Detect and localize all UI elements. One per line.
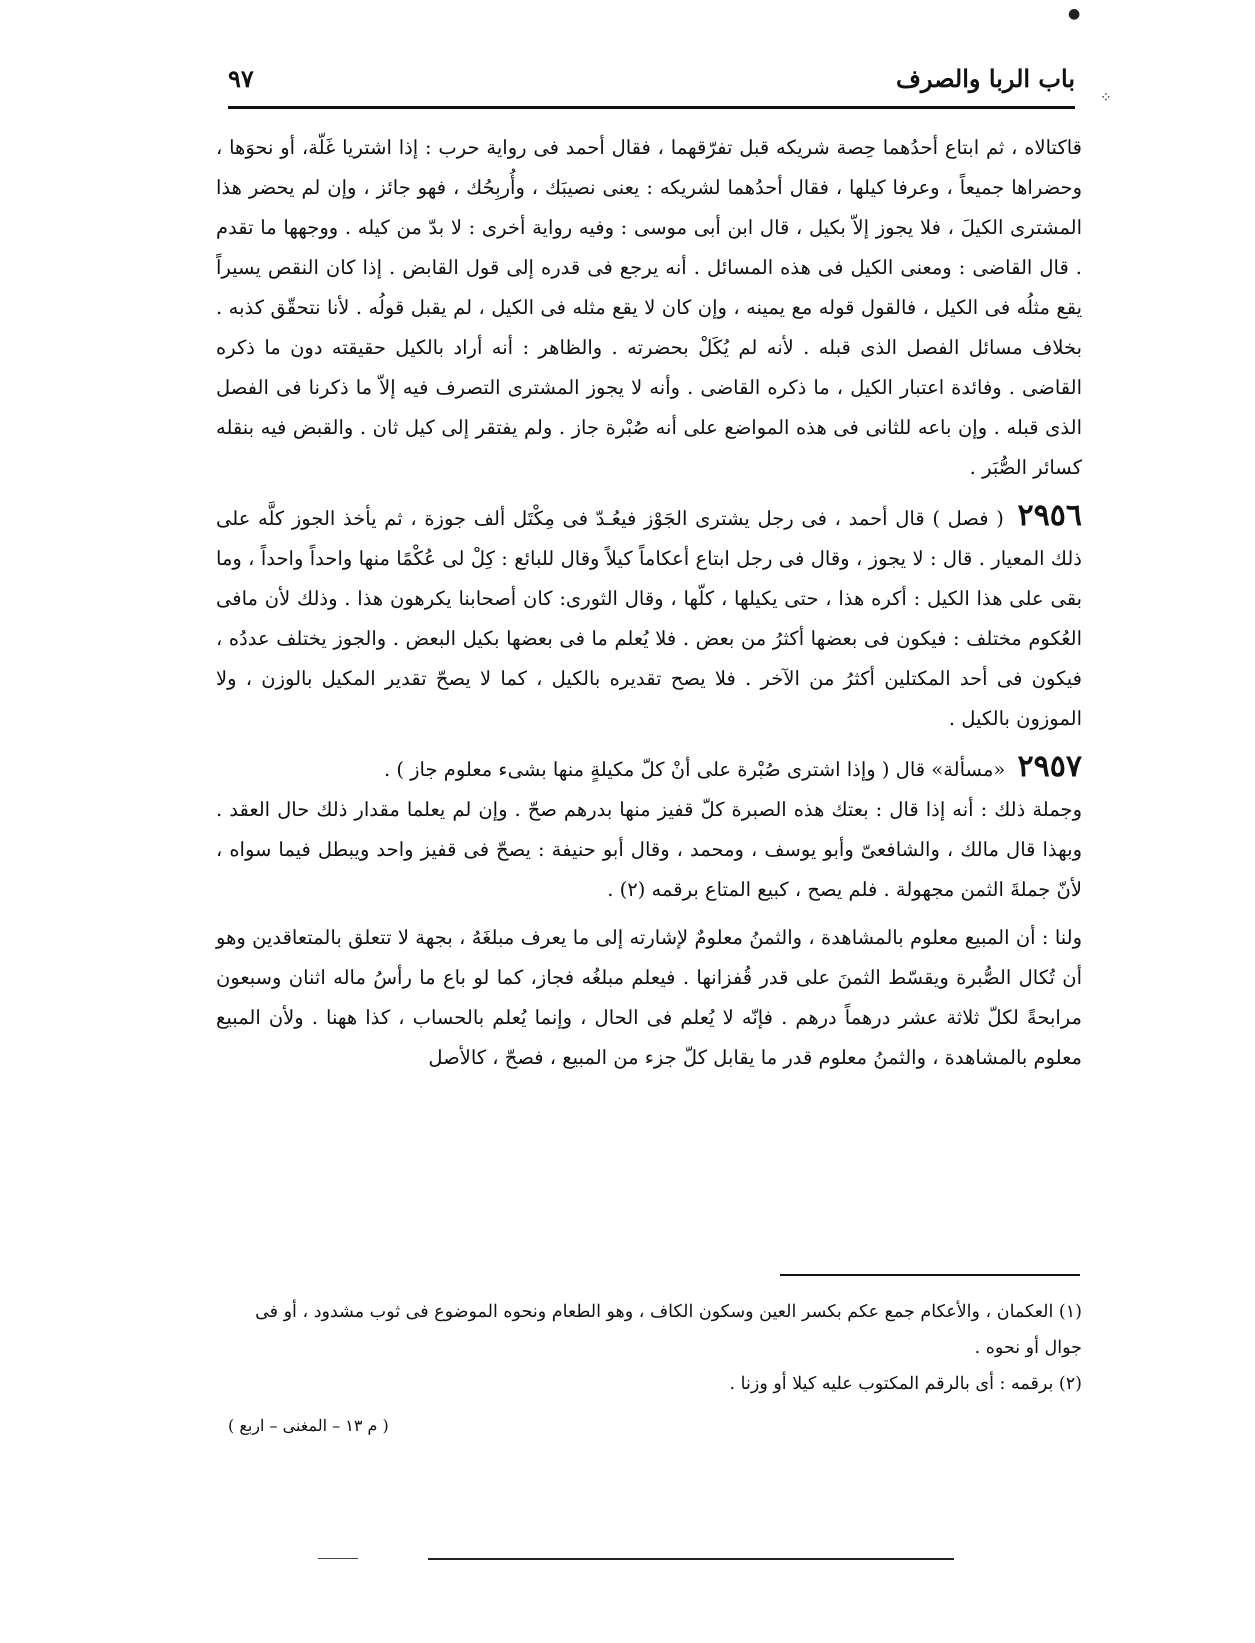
scan-speck: ●	[1068, 6, 1081, 22]
footnote-rule	[780, 1274, 1080, 1276]
section-prefix: ( فصل )	[932, 507, 1004, 530]
page-number: ٩٧	[228, 63, 254, 93]
printer-signature: ( م ١٣ – المغنى – اربع )	[228, 1416, 389, 1435]
section-number: ٢٩٥٧	[1017, 749, 1082, 784]
scan-speck: ⁘	[1100, 90, 1112, 106]
paragraph-1: قاكتالاه ، ثم ابتاع أحدُهما حِصة شريكه قبل تفرّقهما ، فقال أحمد فى رواية حرب : إذا اشتريا غَلّة، أو نحوَها ، وحضراها جميعاً ، وعرفا كيلها ، فقال أحدُهما لشريكه : يعنى نصيبَك ، وأُربِحُك ، فهو جائز ، وإن لم يحضر هذا المشترى الكيلَ ، فلا يجوز إلاّ بكيل ، قال ابن أبى موسى : وفيه رواية أخرى : لا بدّ من كيله . ووجهها ما تقدم . قال القاضى : ومعنى الكيل فى هذه المسائل . أنه يرجع فى قدره إلى قول القابض . إذا كان النقص يسيراً يقع مثلُه فى الكيل ، فالقول قوله مع يمينه ، وإن كان لا يقع مثله فى الكيل ، لم يقبل قولُه . لأنا نتحقّق كذبه . بخلاف مسائل الفصل الذى قبله . لأنه لم يُكَلْ بحضرته . والظاهر : أنه أراد بالكيل حقيقته دون ما ذكره القاضى . وفائدة اعتبار الكيل ، ما ذكره القاضى . وأنه لا يجوز المشترى التصرف فيه إلاّ ما ذكرنا فى الفصل الذى قبله . وإن باعه للثانى فى هذه المواضع على أنه صُبْرة جاز . ولم يفتقر إلى كيل ثان . والقبض فيه بنقله كسائر الصُّبَر .	[216, 136, 1082, 479]
bottom-rule-long	[428, 1558, 954, 1560]
section-number: ٢٩٥٦	[1017, 498, 1082, 533]
paragraph-3	[216, 747, 1082, 790]
footnote-2: (٢) برقمه : أى بالرقم المكتوب عليه كيلا أو وزنا .	[729, 1374, 1082, 1394]
paragraph-2-text: قال أحمد ، فى رجل يشترى الجَوْز فيعُـدّ فى مِكْتَل ألف جوزة ، ثم يأخذ الجوز كلَّه على ذلك المعيار . قال : لا يجوز ، وقال فى رجل ابتاع أعكاماً كيلاً وقال للبائع : كِلْ لى عُكْمًا منها واحداً واحداً ، وما بقى على هذا الكيل : أكره هذا ، حتى يكيلها ، كلّها ، وقال الثورى: كان أصحابنا يكرهون هذا . وذلك لأن مافى العُكوم مختلف : فيكون فى بعضها أكثرُ من بعض . فلا يُعلم ما فى بعضها بكيل البعض . والجوز يختلف عددُه ، فيكون فى أحد المكتلين أكثرُ من الآخر . فلا يصح تقديره بالكيل ، كما لا يصحّ تقدير المكيل بالوزن ، ولا الموزون بالكيل .	[216, 507, 1082, 730]
header-rule	[228, 106, 1075, 109]
bottom-rule-short	[318, 1558, 358, 1559]
main-text	[216, 128, 1082, 1078]
paragraph-2	[216, 496, 1082, 739]
footnotes	[216, 1294, 1082, 1402]
footnote-1: (١) العكمان ، والأعكام جمع عكم بكسر العين وسكون الكاف ، وهو الطعام ونحوه الموضوع فى ثوب مشدود ، أو فى جوال أو نحوه .	[255, 1302, 1082, 1358]
paragraph-3-text: «مسألة» قال ( وإذا اشترى صُبْرة على أنْ كلّ مكيلةٍ منها بشىء معلوم جاز ) .	[383, 758, 1006, 781]
paragraph-5: ولنا : أن المبيع معلوم بالمشاهدة ، والثمنُ معلومٌ لإشارته إلى ما يعرف مبلغَهُ ، بجهة لا تتعلق بالمتعاقدين وهو أن تُكال الصُّبرة ويقسّط الثمنَ على قدر قُفزانها . فيعلم مبلغُه فجاز، كما لو باع ما رأسُ ماله اثنان وسبعون مرابحةً لكلّ ثلاثة عشر درهماً درهم . فإنّه لا يُعلم فى الحال ، وإنما يُعلم بالحساب ، كذا ههنا . ولأن المبيع معلوم بالمشاهدة ، والثمنُ معلوم قدر ما يقابل كلّ جزء من المبيع ، فصحّ ، كالأصل	[216, 926, 1082, 1069]
page-header	[228, 58, 1075, 98]
paragraph-4: وجملة ذلك : أنه إذا قال : بعتك هذه الصبرة كلّ قفيز منها بدرهم صحّ . وإن لم يعلما مقدار ذلك حال العقد . وبهذا قال مالك ، والشافعىّ وأبو يوسف ، ومحمد ، وقال أبو حنيفة : يصحّ فى قفيز واحد ويبطل فيما سواه ، لأنّ جملةَ الثمن مجهولة . فلم يصح ، كبيع المتاع برقمه (٢) .	[216, 798, 1082, 901]
running-title: باب الربا والصرف	[895, 63, 1075, 93]
